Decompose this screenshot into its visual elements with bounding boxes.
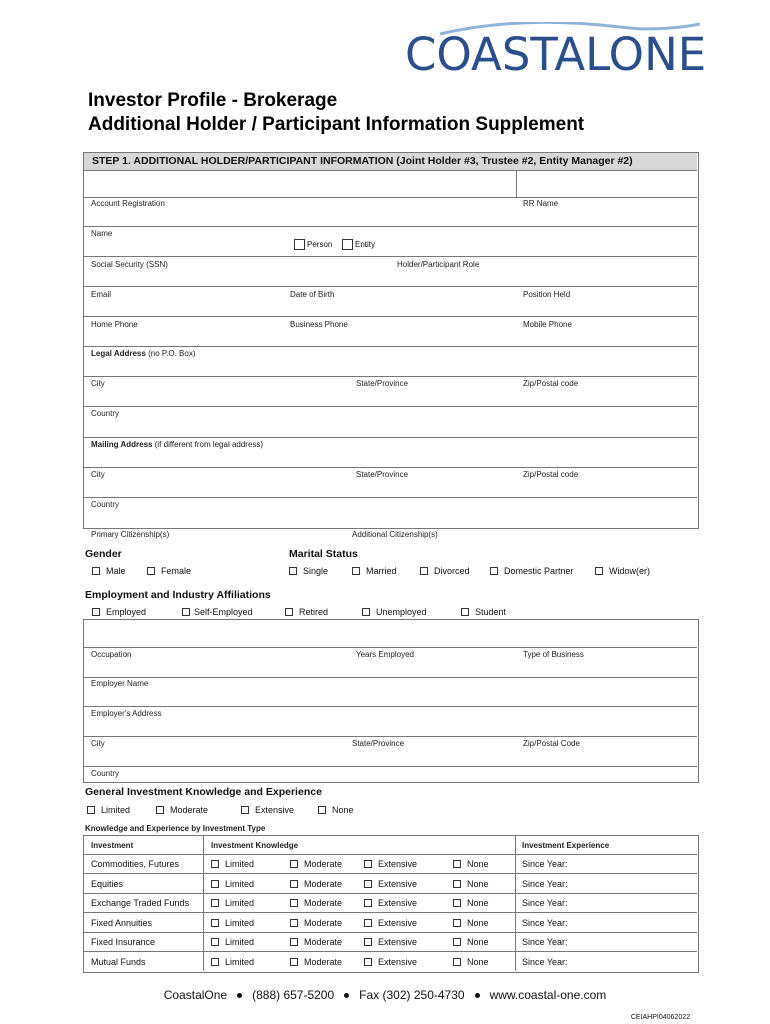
knowledge-by-type-title: Knowledge and Experience by Investment Type: [85, 824, 266, 833]
knowledge-level-checkbox[interactable]: [453, 879, 489, 889]
since-year-field[interactable]: Since Year:: [522, 878, 568, 889]
checkbox-icon: [453, 899, 461, 907]
footer-phone: (888) 657-5200: [252, 988, 335, 1002]
knowledge-level-checkbox[interactable]: [211, 859, 254, 869]
col-investment-experience: Investment Experience: [522, 841, 610, 850]
occupation-field[interactable]: Occupation: [91, 650, 132, 659]
marital-married-checkbox[interactable]: Married: [352, 566, 397, 576]
knowledge-level-checkbox[interactable]: [364, 918, 417, 928]
home-phone-field[interactable]: Home Phone: [91, 320, 138, 329]
logo-text: COASTALONE: [405, 28, 707, 81]
investment-row-label: Commodities, Futures: [91, 859, 180, 869]
knowledge-level-label: Limited: [225, 898, 255, 908]
knowledge-level-label: Moderate: [304, 917, 343, 928]
marital-domestic-partner-checkbox[interactable]: Domestic Partner: [490, 566, 574, 576]
person-checkbox[interactable]: Person: [294, 239, 332, 250]
knowledge-none-checkbox[interactable]: None: [318, 805, 354, 815]
checkbox-icon: [92, 608, 100, 616]
checkbox-icon: [211, 919, 219, 927]
knowledge-level-label: None: [467, 898, 489, 908]
checkbox-icon: [490, 567, 498, 575]
knowledge-level-label: Extensive: [378, 878, 418, 889]
years-employed-field[interactable]: Years Employed: [356, 650, 414, 659]
checkbox-icon: [147, 567, 155, 575]
since-year-field[interactable]: Since Year:: [522, 937, 568, 947]
employment-student-checkbox[interactable]: Student: [461, 607, 506, 617]
knowledge-level-checkbox[interactable]: [290, 918, 342, 928]
mailing-city-field[interactable]: City: [91, 470, 105, 479]
mailing-country-field[interactable]: Country: [91, 500, 120, 509]
entity-checkbox[interactable]: Entity: [342, 239, 375, 250]
mobile-phone-field[interactable]: Mobile Phone: [523, 320, 572, 329]
employment-title: Employment and Industry Affiliations: [85, 589, 271, 601]
step1-header: STEP 1. ADDITIONAL HOLDER/PARTICIPANT INFORMATION (Joint Holder #3, Trustee #2, Entity Manager #2): [84, 153, 697, 171]
checkbox-icon: [364, 938, 372, 946]
checkbox-icon: [182, 608, 190, 616]
knowledge-level-checkbox[interactable]: [453, 918, 489, 928]
ssn-field[interactable]: Social Security (SSN): [91, 260, 168, 269]
investment-row-label: Fixed Insurance: [91, 937, 156, 947]
business-phone-field[interactable]: Business Phone: [290, 320, 348, 329]
knowledge-level-checkbox[interactable]: [211, 918, 254, 928]
knowledge-level-label: Moderate: [304, 859, 343, 869]
email-field[interactable]: Email: [91, 290, 112, 299]
employer-state-field[interactable]: State/Province: [352, 739, 405, 748]
form-code: CEIAHPI04062022: [630, 1014, 690, 1021]
marital-widow-checkbox[interactable]: Widow(er): [595, 566, 650, 576]
employment-self-employed-checkbox[interactable]: Self-Employed: [182, 607, 253, 617]
gender-female-checkbox[interactable]: Female: [147, 566, 191, 576]
since-year-field[interactable]: Since Year:: [522, 917, 568, 928]
marital-single-checkbox[interactable]: Single: [289, 566, 328, 576]
checkbox-icon: [211, 958, 219, 966]
employer-city-field[interactable]: City: [91, 739, 105, 748]
checkbox-icon: [453, 938, 461, 946]
checkbox-icon: [211, 860, 219, 868]
knowledge-level-label: None: [467, 956, 489, 967]
knowledge-level-label: Extensive: [378, 917, 418, 928]
knowledge-level-label: None: [467, 917, 489, 928]
knowledge-extensive-checkbox[interactable]: Extensive: [241, 805, 294, 815]
mailing-address-field[interactable]: Mailing Address (if different from legal address): [91, 440, 264, 449]
knowledge-level-checkbox[interactable]: [364, 898, 417, 908]
knowledge-level-label: Limited: [225, 956, 255, 967]
checkbox-icon: [362, 608, 370, 616]
investment-row-label: Equities: [91, 878, 124, 889]
employer-country-field[interactable]: Country: [91, 769, 120, 778]
checkbox-icon: [156, 806, 164, 814]
checkbox-icon: [92, 567, 100, 575]
footer: [0, 988, 770, 1002]
bullet-icon: [344, 993, 349, 998]
employment-retired-checkbox[interactable]: Retired: [285, 607, 328, 617]
checkbox-icon: [342, 239, 353, 250]
since-year-field[interactable]: Since Year:: [522, 956, 568, 967]
knowledge-level-checkbox[interactable]: [364, 957, 417, 967]
knowledge-level-checkbox[interactable]: [453, 957, 489, 967]
investment-row-label: Mutual Funds: [91, 956, 146, 967]
bullet-icon: [475, 993, 480, 998]
since-year-field[interactable]: Since Year:: [522, 859, 568, 869]
checkbox-icon: [289, 567, 297, 575]
knowledge-level-checkbox[interactable]: [211, 879, 254, 889]
knowledge-level-checkbox[interactable]: [364, 879, 417, 889]
checkbox-icon: [290, 938, 298, 946]
employer-address-field[interactable]: Employer's Address: [91, 709, 162, 718]
checkbox-icon: [364, 958, 372, 966]
knowledge-level-checkbox[interactable]: [453, 859, 489, 869]
checkbox-icon: [364, 899, 372, 907]
checkbox-icon: [211, 938, 219, 946]
zip-field[interactable]: Zip/Postal code: [523, 379, 579, 388]
coastalone-logo: [400, 22, 707, 84]
additional-citizenship-field[interactable]: Additional Citizenship(s): [352, 530, 438, 539]
knowledge-level-label: Limited: [225, 937, 255, 947]
legal-address-field[interactable]: Legal Address (no P.O. Box): [91, 349, 196, 358]
footer-fax: Fax (302) 250-4730: [359, 988, 465, 1002]
checkbox-icon: [290, 919, 298, 927]
checkbox-icon: [420, 567, 428, 575]
knowledge-level-checkbox[interactable]: [453, 937, 489, 947]
knowledge-level-label: None: [467, 859, 489, 869]
knowledge-level-checkbox[interactable]: [211, 937, 254, 947]
knowledge-level-checkbox[interactable]: [211, 898, 254, 908]
employment-table: [83, 619, 699, 783]
investment-row-label: Fixed Annuities: [91, 917, 153, 928]
knowledge-title: General Investment Knowledge and Experience: [85, 786, 322, 798]
knowledge-level-label: None: [467, 878, 489, 889]
knowledge-level-checkbox[interactable]: [364, 937, 417, 947]
checkbox-icon: [294, 239, 305, 250]
knowledge-level-checkbox[interactable]: [290, 879, 342, 889]
page-subtitle: Additional Holder / Participant Information Supplement: [88, 114, 585, 135]
knowledge-level-label: Moderate: [304, 956, 343, 967]
gender-male-checkbox[interactable]: Male: [92, 566, 126, 576]
knowledge-level-label: Extensive: [378, 898, 418, 908]
checkbox-icon: [364, 880, 372, 888]
knowledge-level-label: Limited: [225, 917, 255, 928]
knowledge-level-checkbox[interactable]: [364, 859, 417, 869]
knowledge-moderate-checkbox[interactable]: Moderate: [156, 805, 208, 815]
knowledge-level-label: Moderate: [304, 937, 343, 947]
checkbox-icon: [290, 880, 298, 888]
name-field[interactable]: Name: [91, 229, 113, 238]
marital-divorced-checkbox[interactable]: Divorced: [420, 566, 470, 576]
city-field[interactable]: City: [91, 379, 105, 388]
type-of-business-field[interactable]: Type of Business: [523, 650, 584, 659]
knowledge-level-label: Moderate: [304, 898, 343, 908]
knowledge-level-label: Extensive: [378, 859, 418, 869]
bullet-icon: [237, 993, 242, 998]
primary-citizenship-field[interactable]: Primary Citizenship(s): [91, 530, 170, 539]
checkbox-icon: [453, 880, 461, 888]
employer-zip-field[interactable]: Zip/Postal Code: [523, 739, 580, 748]
investment-row-label: Exchange Traded Funds: [91, 898, 190, 908]
role-field[interactable]: Holder/Participant Role: [397, 260, 480, 269]
knowledge-level-checkbox[interactable]: [453, 898, 489, 908]
checkbox-icon: [87, 806, 95, 814]
knowledge-level-checkbox[interactable]: [290, 937, 342, 947]
checkbox-icon: [352, 567, 360, 575]
account-registration-field[interactable]: Account Registration: [91, 199, 165, 208]
mailing-zip-field[interactable]: Zip/Postal code: [523, 470, 579, 479]
state-field[interactable]: State/Province: [356, 379, 409, 388]
checkbox-icon: [290, 958, 298, 966]
knowledge-level-label: Limited: [225, 878, 255, 889]
checkbox-icon: [461, 608, 469, 616]
knowledge-level-checkbox[interactable]: [211, 957, 254, 967]
knowledge-level-label: None: [467, 937, 489, 947]
checkbox-icon: [364, 919, 372, 927]
checkbox-icon: [241, 806, 249, 814]
employer-name-field[interactable]: Employer Name: [91, 679, 149, 688]
knowledge-limited-checkbox[interactable]: Limited: [87, 805, 130, 815]
checkbox-icon: [285, 608, 293, 616]
knowledge-level-label: Moderate: [304, 878, 343, 889]
checkbox-icon: [453, 860, 461, 868]
footer-company: CoastalOne: [163, 988, 228, 1002]
footer-web[interactable]: www.coastal-one.com: [489, 988, 607, 1002]
employment-employed-checkbox[interactable]: Employed: [92, 607, 146, 617]
page-title: Investor Profile - Brokerage: [88, 90, 338, 111]
checkbox-icon: [453, 919, 461, 927]
dob-field[interactable]: Date of Birth: [290, 290, 335, 299]
rr-name-field[interactable]: RR Name: [523, 199, 559, 208]
employment-unemployed-checkbox[interactable]: Unemployed: [362, 607, 427, 617]
knowledge-level-label: Extensive: [378, 956, 418, 967]
checkbox-icon: [453, 958, 461, 966]
checkbox-icon: [595, 567, 603, 575]
checkbox-icon: [290, 860, 298, 868]
knowledge-level-checkbox[interactable]: [290, 957, 342, 967]
checkbox-icon: [290, 899, 298, 907]
gender-title: Gender: [85, 548, 122, 560]
checkbox-icon: [211, 899, 219, 907]
checkbox-icon: [318, 806, 326, 814]
since-year-field[interactable]: Since Year:: [522, 898, 568, 908]
checkbox-icon: [211, 880, 219, 888]
checkbox-icon: [364, 860, 372, 868]
marital-status-title: Marital Status: [289, 548, 358, 560]
knowledge-level-label: Limited: [225, 859, 255, 869]
col-investment-knowledge: Investment Knowledge: [211, 841, 299, 850]
country-field[interactable]: Country: [91, 409, 120, 418]
knowledge-level-checkbox[interactable]: [290, 859, 342, 869]
col-investment: Investment: [91, 841, 134, 850]
knowledge-level-checkbox[interactable]: [290, 898, 342, 908]
position-held-field[interactable]: Position Held: [523, 290, 571, 299]
mailing-state-field[interactable]: State/Province: [356, 470, 409, 479]
knowledge-level-label: Extensive: [378, 937, 418, 947]
